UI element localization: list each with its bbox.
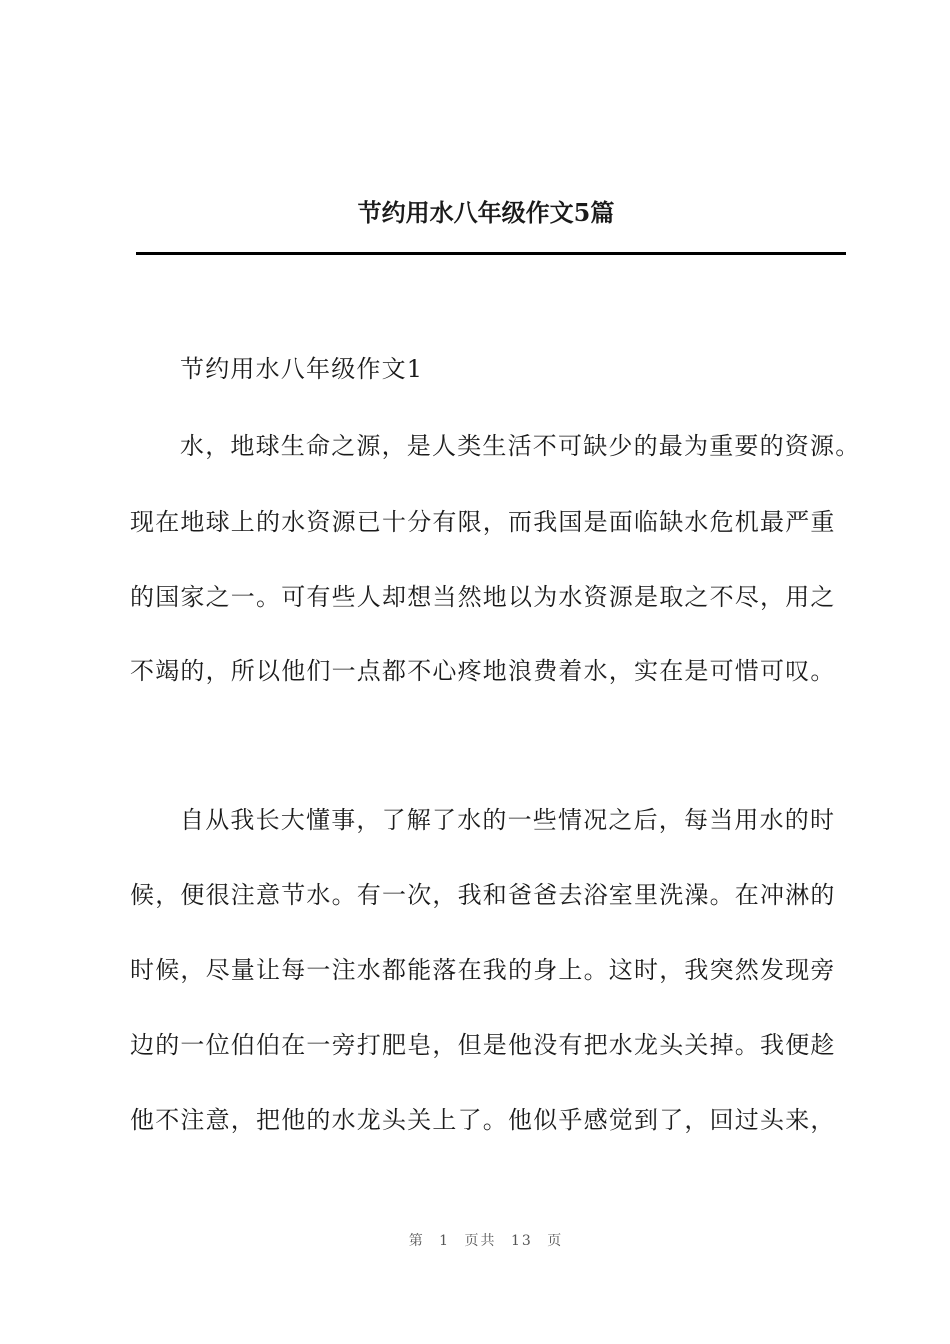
paragraph-line: 自从我长大懂事，了解了水的一些情况之后，每当用水的时 bbox=[180, 806, 836, 834]
paragraph-line: 的国家之一。可有些人却想当然地以为水资源是取之不尽，用之 bbox=[130, 583, 836, 611]
section-heading: 节约用水八年级作文1 bbox=[180, 355, 424, 383]
title-divider bbox=[136, 252, 846, 255]
paragraph-line: 边的一位伯伯在一旁打肥皂，但是他没有把水龙头关掉。我便趁 bbox=[130, 1031, 836, 1059]
paragraph-line: 现在地球上的水资源已十分有限，而我国是面临缺水危机最严重 bbox=[130, 508, 836, 536]
paragraph-line: 候，便很注意节水。有一次，我和爸爸去浴室里洗澡。在冲淋的 bbox=[130, 881, 836, 909]
paragraph-line: 水，地球生命之源，是人类生活不可缺少的最为重要的资源。 bbox=[180, 432, 861, 460]
paragraph-line: 时候，尽量让每一注水都能落在我的身上。这时，我突然发现旁 bbox=[130, 956, 836, 984]
page-number: 第 1 页共 13 页 bbox=[408, 1233, 564, 1249]
paragraph-line: 不竭的，所以他们一点都不心疼地浪费着水，实在是可惜可叹。 bbox=[130, 657, 836, 685]
document-title: 节约用水八年级作文5篇 bbox=[357, 198, 615, 227]
paragraph-line: 他不注意，把他的水龙头关上了。他似乎感觉到了，回过头来， bbox=[130, 1106, 836, 1134]
